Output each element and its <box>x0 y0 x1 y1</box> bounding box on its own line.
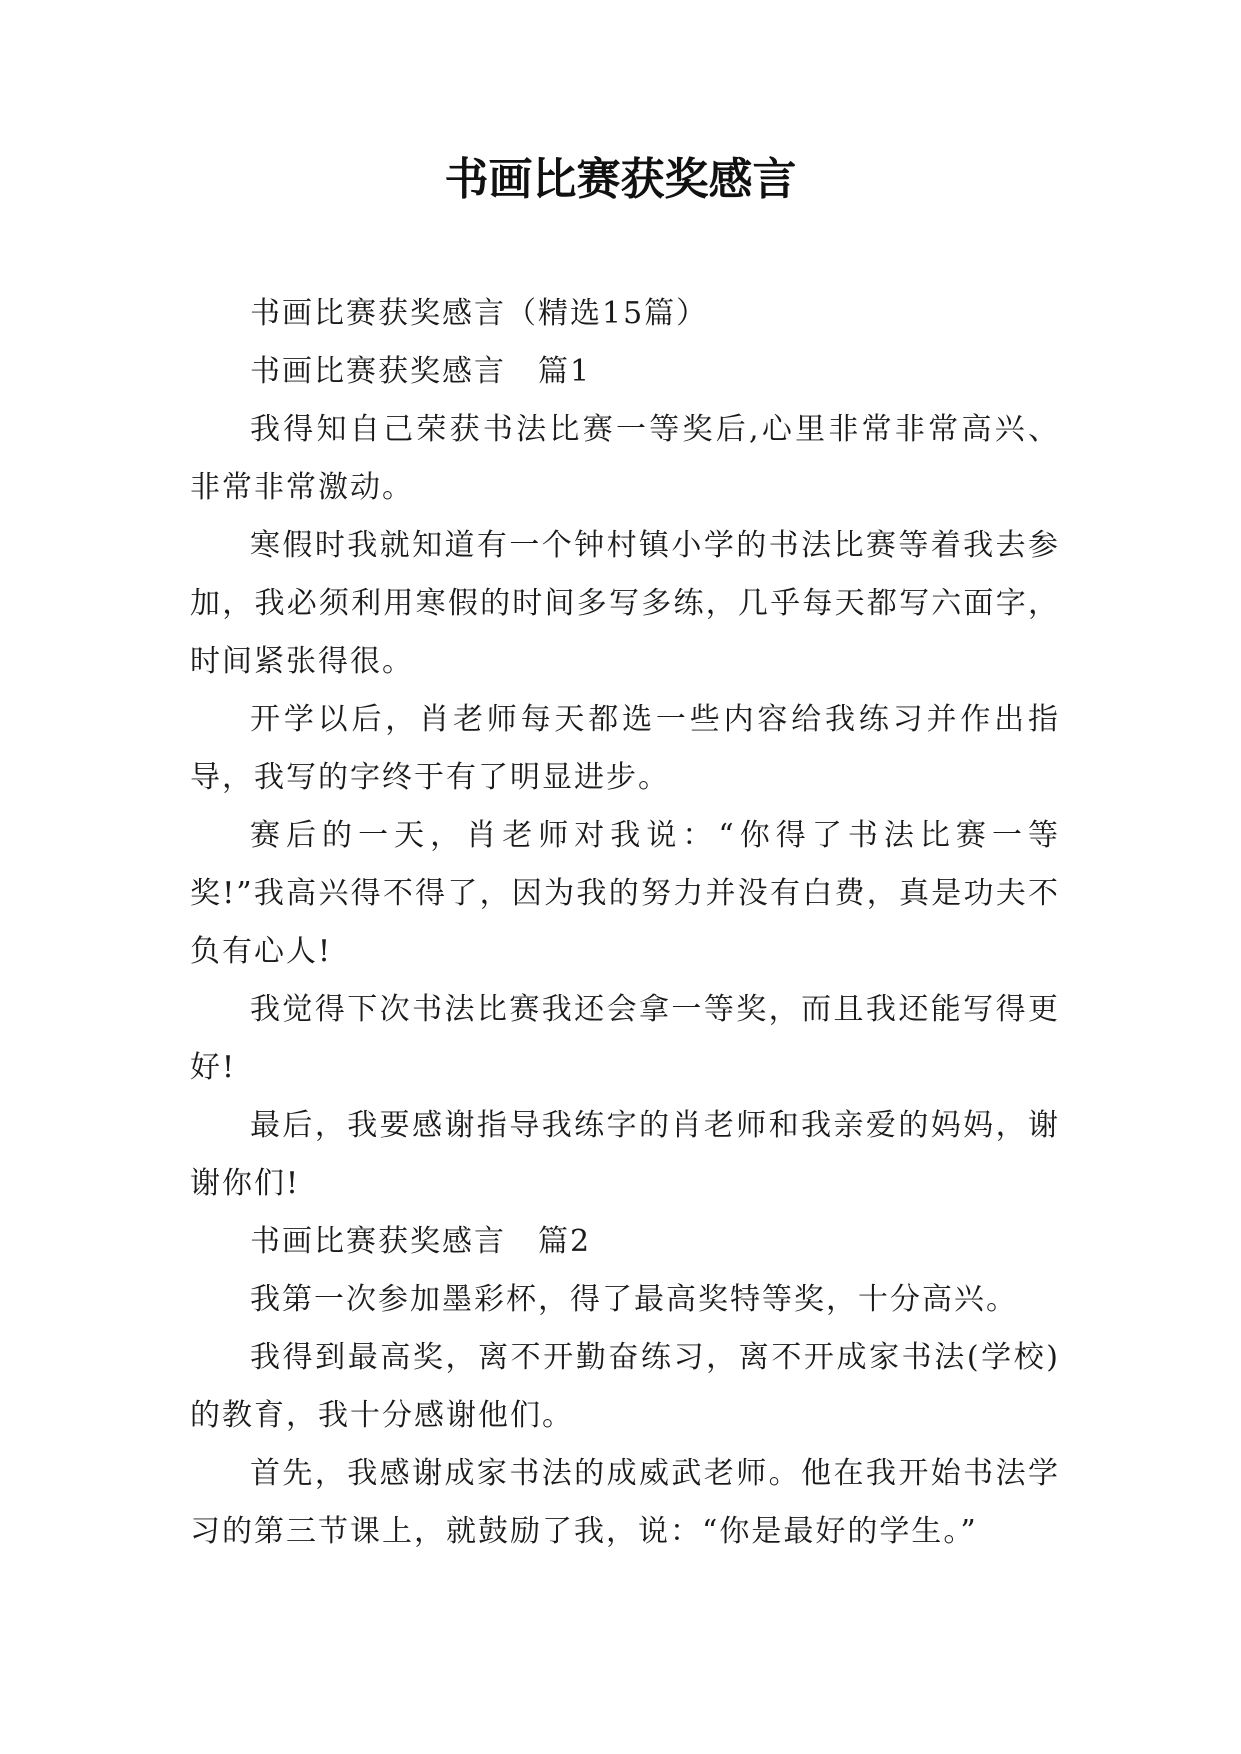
section-heading-1: 书画比赛获奖感言 篇1 <box>250 354 592 389</box>
document-title: 书画比赛获奖感言 <box>444 154 797 205</box>
paragraph: 赛后的一天，肖老师对我说：“你得了书法比赛一等奖!”我高兴得不得了，因为我的努力并没有白费，真是功夫不负有心人! <box>190 818 1060 969</box>
subtitle-line: 书画比赛获奖感言（精选15篇） <box>250 296 709 331</box>
paragraph: 最后，我要感谢指导我练字的肖老师和我亲爱的妈妈，谢谢你们! <box>190 1108 1060 1201</box>
paragraph: 开学以后，肖老师每天都选一些内容给我练习并作出指导，我写的字终于有了明显进步。 <box>190 702 1060 795</box>
paragraph: 我觉得下次书法比赛我还会拿一等奖，而且我还能写得更好! <box>190 992 1060 1085</box>
paragraph: 我得到最高奖，离不开勤奋练习，离不开成家书法(学校)的教育，我十分感谢他们。 <box>190 1340 1060 1433</box>
paragraph: 我第一次参加墨彩杯，得了最高奖特等奖，十分高兴。 <box>250 1282 1018 1317</box>
section-heading-2: 书画比赛获奖感言 篇2 <box>250 1224 592 1259</box>
paragraph: 寒假时我就知道有一个钟村镇小学的书法比赛等着我去参加，我必须利用寒假的时间多写多练，几乎每天都写六面字，时间紧张得很。 <box>190 528 1060 679</box>
paragraph: 首先，我感谢成家书法的成威武老师。他在我开始书法学习的第三节课上，就鼓励了我，说：“你是最好的学生。” <box>190 1456 1060 1549</box>
document-body <box>190 285 1060 1561</box>
paragraph: 我得知自己荣获书法比赛一等奖后,心里非常非常高兴、非常非常激动。 <box>190 412 1060 505</box>
